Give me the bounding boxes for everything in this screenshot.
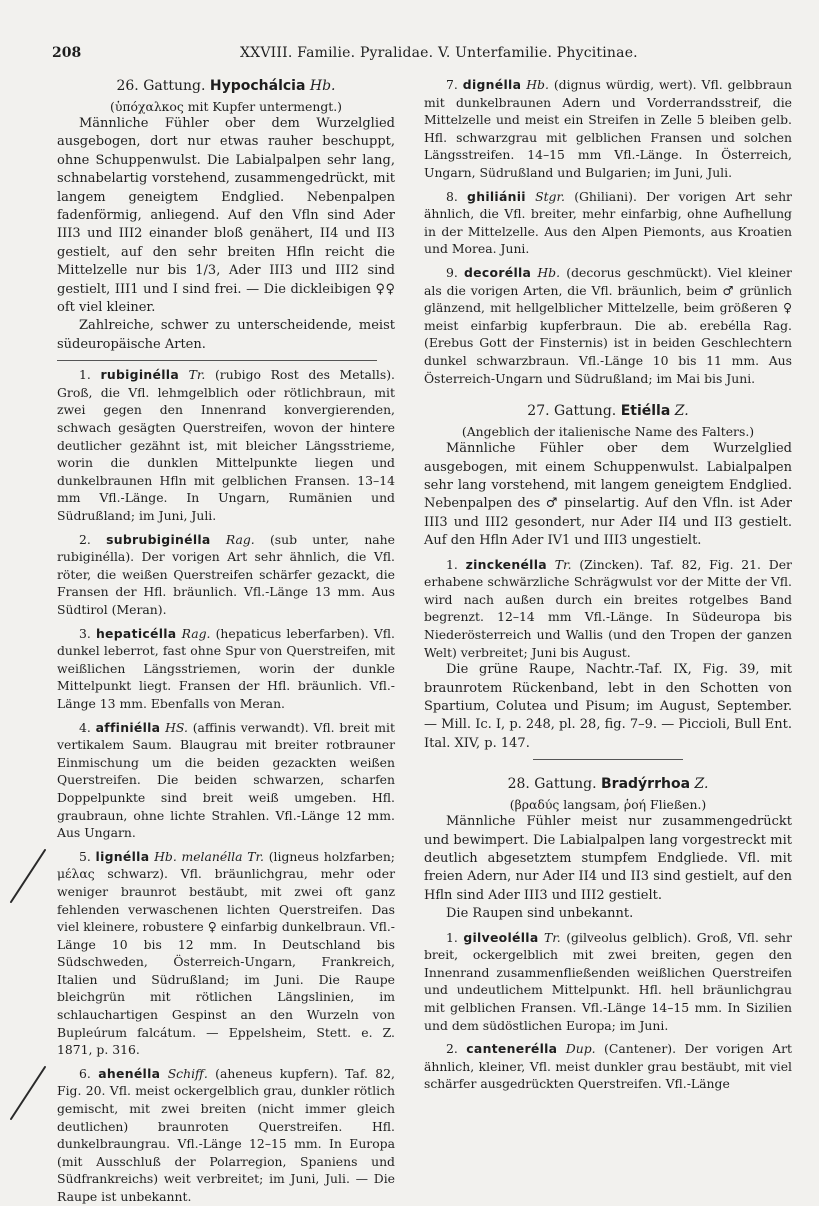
species-name: lignélla bbox=[95, 848, 150, 864]
genus-number: 27. Gattung. bbox=[527, 403, 617, 420]
species-author: Tr. bbox=[188, 367, 206, 383]
species-number: 1. bbox=[446, 556, 458, 572]
species-text: (Ghiliani). Der vorigen Art sehr ähnlich, die Vfl. breiter, mehr einfarbig, ohne Aufhellung in der Mittelzelle. Aus den Alpen Piemonts, aus Kroatien und Morea. Juni. bbox=[424, 188, 792, 257]
species-text: (hepaticus leberfarben). Vfl. dunkel leberrot, fast ohne Spur von Querstreifen, mit weißlichen Längsstriemen, worin der dunkle Mittelpunkt liegt. Fransen der Hfl. bräunlich. Vfl.-Länge 13 mm. Ebenfalls von Meran. bbox=[57, 625, 395, 711]
genus-heading bbox=[424, 774, 792, 794]
species-text: (aheneus kupfern). Taf. 82, Fig. 20. Vfl. meist ockergelblich grau, dunkler rötlich gemischt, mit zwei breiten (nicht immer gleich deutlichen) braunroten Querstreifen. Hfl. dunkelbraungrau. Vfl.-Länge 12–15 mm. In Europa (mit Ausschluß der Polarregion, Spaniens und Südfrankreichs) weit verbreitet; im Juni, Juli. — Die Raupe ist unbekannt. bbox=[57, 1065, 395, 1204]
species-entry bbox=[57, 366, 395, 524]
species-author: Tr. bbox=[543, 929, 561, 945]
species-author: Rag. bbox=[225, 531, 255, 547]
species-name: zinckenélla bbox=[465, 556, 547, 572]
genus-name: Etiélla bbox=[620, 403, 671, 420]
species-text: (rubigo Rost des Metalls). Groß, die Vfl. lehmgelblich oder rötlichbraun, mit zwei gegen den Innenrand konvergierenden, schwach gesägten Querstreifen, wovon der hintere deutlicher gezähnt ist, mit bleicher Längsstrieme, worin die dunklen Mittelpunkte liegen und dunkelbraunen Hfln mit gelblichen Fransen. 13–14 mm Vfl.-Länge. In Ungarn, Rumänien und Südrußland; im Juni, Juli. bbox=[57, 367, 395, 524]
genus-author: Hb. bbox=[309, 78, 336, 94]
species-entry bbox=[424, 1040, 792, 1093]
genus-description: Männliche Fühler ober dem Wurzelglied ausgebogen, mit einem Schuppenwulst. Labialpalpen sehr lang vorstehend, mit langem geneigtem Endglied. Nebenpalpen des ♂ pinselartig. Auf den Vfln. ist Ader III3 und III2 gesondert, nur Ader II4 und II3 gestielt. Auf den Hfln Ader IV1 und III3 ungestielt. bbox=[424, 441, 792, 549]
larva-note: Die grüne Raupe, Nachtr.-Taf. IX, Fig. 39, mit braunrotem Rückenband, lebt in den Schotten von Spartium, Colutea und Pisum; im August, September. — Mill. Ic. I, p. 248, pl. 28, fig. 7–9. — Piccioli, Bull Ent. Ital. XIV, p. 147. bbox=[424, 662, 792, 751]
left-column bbox=[57, 76, 395, 1206]
species-number: 1. bbox=[79, 367, 91, 383]
species-text: (Zincken). Taf. 82, Fig. 21. Der erhabene schwärzliche Schrägwulst vor der Mitte der Vfl. wird nach außen durch ein breites rotgelbes Band begrenzt. 12–14 mm Vfl.-Länge. In Südeuropa bis Niederösterreich und Wallis (und den Tropen der ganzen Welt) verbreitet; Juni bis August. bbox=[424, 556, 792, 660]
species-name: hepaticélla bbox=[95, 625, 177, 641]
species-entry bbox=[57, 719, 395, 842]
genus-heading bbox=[424, 401, 792, 421]
genus-etymology: (βραδύς langsam, ῥοή Fließen.) bbox=[509, 797, 707, 813]
species-name: subrubiginélla bbox=[106, 531, 211, 547]
species-name: cantenerélla bbox=[466, 1041, 558, 1057]
divider bbox=[533, 759, 683, 760]
pencil-tick-mark-icon bbox=[5, 1065, 49, 1121]
species-name: dignélla bbox=[462, 77, 522, 92]
species-entry bbox=[57, 1065, 395, 1206]
species-number: 2. bbox=[446, 1041, 458, 1057]
species-author: HS. bbox=[165, 719, 188, 735]
genus-etymology: (Angeblich der italienische Name des Falters.) bbox=[461, 424, 755, 440]
species-number: 3. bbox=[79, 625, 91, 641]
species-name: ghiliánii bbox=[467, 188, 526, 204]
species-author: Stgr. bbox=[535, 188, 565, 204]
species-text: (dignus würdig, wert). Vfl. gelbbraun mit dunkelbraunen Adern und Vorderrandsstreif, die Mittelzelle und meist ein Streifen in Zelle 5 bleiben gelb. Hfl. schwarzgrau mit gelblichen Fransen und solchen Längsstreifen. 14–15 mm Vfl.-Länge. In Österreich, Ungarn, Südrußland und Bulgarien; im Juni, Juli. bbox=[424, 77, 792, 180]
species-number: 2. bbox=[79, 531, 91, 547]
species-name: ahenélla bbox=[98, 1065, 161, 1081]
species-name: gilveolélla bbox=[463, 929, 539, 945]
genus-number: 28. Gattung. bbox=[507, 776, 597, 793]
genus-note: Zahlreiche, schwer zu unterscheidende, meist südeuropäische Arten. bbox=[57, 318, 395, 352]
species-text: (sub unter, nahe rubiginélla). Der vorigen Art sehr ähnlich, die Vfl. röter, die weißen Querstreifen schärfer gezackt, die Fransen der Hfl. bräunlich. Vfl.-Länge 13 mm. Aus Südtirol (Meran). bbox=[57, 531, 395, 617]
genus-heading bbox=[57, 76, 395, 96]
genus-description: Männliche Fühler meist nur zusammengedrückt und bewimpert. Die Labialpalpen lang vorgestreckt mit deutlich abgesetztem stumpfem Endgliede. Vfl. mit freien Adern, nur Ader II4 und II3 sind gestielt, auf den Hfln sind Ader III3 und III2 gestielt. bbox=[424, 814, 792, 903]
genus-description: Männliche Fühler ober dem Wurzelglied ausgebogen, dort nur etwas rauher beschuppt, ohne Schuppenwulst. Die Labialpalpen sehr lang, schnabelartig vorstehend, zusammengedrückt, mit langem geneigtem Endglied. Nebenpalpen fadenförmig, anliegend. Auf den Vfln sind Ader III3 und III2 einander bloß genähert, II4 und II3 gestielt, auf den sehr breiten Hfln reicht die Mittelzelle nur bis 1/3, Ader III3 und III2 sind gestielt, III1 und I sind frei. — Die dickleibigen ♀♀ oft viel kleiner. bbox=[57, 116, 395, 316]
species-name: affiniélla bbox=[95, 719, 161, 735]
genus-author: Z. bbox=[674, 403, 689, 420]
species-author: Rag. bbox=[181, 625, 211, 641]
species-author: Dup. bbox=[565, 1041, 596, 1057]
species-text: (ligneus holzfarben; μέλας schwarz). Vfl. bräunlichgrau, mehr oder weniger braunrot bestäubt, mit zwei oft ganz fehlenden verwaschenen lichten Querstreifen. Das viel kleinere, robustere ♀ einfarbig dunkelbraun. Vfl.-Länge 10 bis 12 mm. In Deutschland bis Südschweden, Österreich-Ungarn, Frankreich, Italien und Südrußland; im Juni. Die Raupe bleichgrün mit rötlichen Längslinien, im schlauchartigen Gespinst an den Wurzeln von Bupleúrum falcátum. — Eppelsheim, Stett. e. Z. 1871, p. 316. bbox=[57, 848, 395, 1058]
species-number: 6. bbox=[79, 1065, 91, 1081]
species-number: 4. bbox=[79, 719, 91, 735]
species-entry bbox=[57, 625, 395, 713]
species-author: Tr. bbox=[554, 556, 572, 572]
genus-name: Hypochálcia bbox=[209, 78, 306, 94]
species-entry bbox=[424, 76, 792, 182]
species-name: decorélla bbox=[464, 264, 532, 280]
species-text: (Cantener). Der vorigen Art ähnlich, kleiner, Vfl. meist dunkler grau bestäubt, mit viel schärfer ausgedrückten Querstreifen. Vfl.-Länge bbox=[424, 1041, 792, 1092]
species-entry bbox=[424, 264, 792, 387]
species-author: Hb. bbox=[537, 264, 561, 280]
genus-etymology: (ὑπόχαλκος mit Kupfer untermengt.) bbox=[109, 99, 343, 114]
species-number: 8. bbox=[446, 188, 458, 204]
species-name: rubiginélla bbox=[100, 367, 179, 383]
right-column bbox=[424, 76, 792, 1093]
running-title: XXVIII. Familie. Pyralidae. V. Unterfamilie. Phycitinae. bbox=[240, 45, 638, 61]
species-entry bbox=[57, 848, 395, 1059]
species-entry bbox=[57, 531, 395, 619]
species-text: (gilveolus gelblich). Groß, Vfl. sehr breit, ockergelblich mit zwei breiten, gegen den Innenrand zusammenfließenden weißlichen Querstreifen und undeutlichem Mittelpunkt. Hfl. hell bräunlichgrau mit gelblichen Fransen. Vfl.-Länge 14–15 mm. In Sizilien und dem südöstlichen Europa; im Juni. bbox=[424, 929, 792, 1033]
species-number: 7. bbox=[446, 77, 458, 92]
species-author: Hb. bbox=[526, 77, 549, 92]
genus-name: Bradýrrhoa bbox=[601, 776, 691, 793]
species-entry bbox=[424, 556, 792, 662]
species-number: 5. bbox=[79, 848, 91, 864]
page-number: 208 bbox=[52, 45, 82, 61]
genus-author: Z. bbox=[694, 776, 709, 793]
species-text: (affinis verwandt). Vfl. breit mit vertikalem Saum. Blaugrau mit breiter rotbrauner Einmischung um die beiden gezackten weißen Querstreifen. Die beiden schwarzen, scharfen Doppelpunkte sind breit weiß umgeben. Hfl. graubraun, ohne lichte Strahlen. Vfl.-Länge 12 mm. Aus Ungarn. bbox=[57, 719, 395, 841]
species-entry bbox=[424, 188, 792, 258]
larva-note: Die Raupen sind unbekannt. bbox=[446, 906, 634, 922]
divider bbox=[57, 360, 377, 361]
species-author: Hb. melanélla Tr. bbox=[154, 848, 264, 864]
pencil-tick-mark-icon bbox=[5, 848, 49, 904]
species-number: 9. bbox=[446, 264, 458, 280]
species-entry bbox=[424, 929, 792, 1035]
species-text: (decorus geschmückt). Viel kleiner als die vorigen Arten, die Vfl. bräunlich, beim ♂ grünlich glänzend, mit hellgelblicher Mittelzelle, beim größeren ♀ meist einfarbig kupferbraun. Die ab. erebélla Rag. (Erebus Gott der Finsternis) ist in beiden Geschlechtern dunkel schwarzbraun. Vfl.-Länge 10 bis 11 mm. Aus Österreich-Ungarn und Südrußland; im Mai bis Juni. bbox=[424, 264, 792, 386]
species-author: Schiff. bbox=[167, 1065, 208, 1081]
species-number: 1. bbox=[446, 929, 458, 945]
genus-number: 26. Gattung. bbox=[116, 78, 206, 94]
